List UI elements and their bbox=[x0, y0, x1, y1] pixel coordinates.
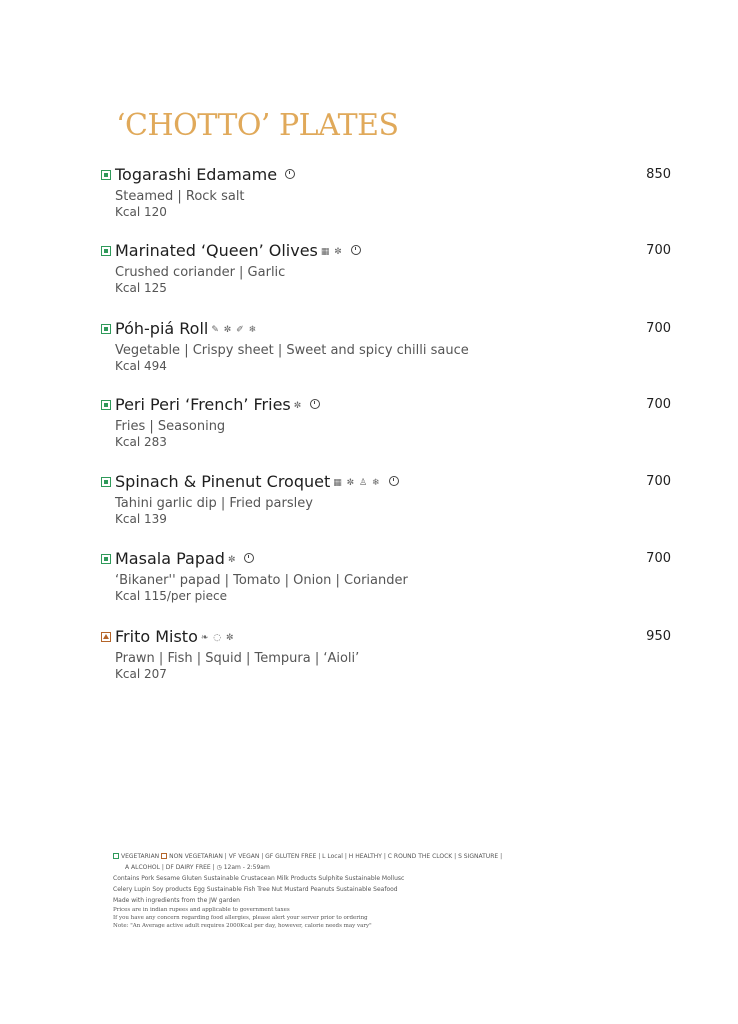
item-description: Vegetable | Crispy sheet | Sweet and spicy chilli sauce bbox=[115, 343, 469, 358]
item-price: 700 bbox=[646, 474, 671, 489]
item-price: 700 bbox=[646, 321, 671, 336]
item-description: Tahini garlic dip | Fried parsley bbox=[115, 496, 313, 511]
item-header bbox=[101, 627, 681, 651]
legend-nonveg: NON VEGETARIAN bbox=[169, 853, 223, 860]
item-description: Crushed coriander | Garlic bbox=[115, 265, 286, 280]
allergen-icons: ✼ bbox=[293, 401, 303, 411]
item-calories: Kcal 120 bbox=[115, 205, 167, 219]
item-price: 700 bbox=[646, 551, 671, 566]
item-header bbox=[101, 549, 681, 573]
legend-line-1 bbox=[113, 851, 583, 862]
item-title: Peri Peri ‘French’ Fries bbox=[115, 395, 291, 414]
item-header bbox=[101, 395, 681, 419]
item-calories: Kcal 283 bbox=[115, 435, 167, 449]
item-title: Spinach & Pinenut Croquet bbox=[115, 472, 331, 491]
item-description: Prawn | Fish | Squid | Tempura | ‘Aioli’ bbox=[115, 651, 360, 666]
legend-line-4: Celery Lupin Soy products Egg Sustainable Fish Tree Nut Mustard Peanuts Sustainable Seafood bbox=[113, 886, 398, 893]
veg-icon bbox=[101, 246, 111, 256]
allergen-icons: ❧ ◌ ✼ bbox=[200, 633, 235, 643]
item-title: Póh-piá Roll bbox=[115, 319, 209, 338]
item-title: Masala Papad bbox=[115, 549, 225, 568]
item-calories: Kcal 494 bbox=[115, 359, 167, 373]
item-name bbox=[115, 395, 320, 414]
legend-note-calories: Note: "An Average active adult requires 2000Kcal per day, however, calorie needs may vary" bbox=[113, 923, 372, 929]
legend-veg: VEGETARIAN bbox=[121, 853, 160, 860]
item-name bbox=[115, 472, 399, 491]
allergen-icons: ▦ ✼ bbox=[320, 247, 343, 257]
item-description: ‘Bikaner'' papad | Tomato | Onion | Coriander bbox=[115, 573, 408, 588]
clock-icon bbox=[244, 553, 254, 563]
menu-item bbox=[101, 472, 681, 527]
item-header bbox=[101, 241, 681, 265]
menu-item bbox=[101, 549, 681, 604]
item-calories: Kcal 139 bbox=[115, 512, 167, 526]
clock-icon bbox=[285, 169, 295, 179]
item-name bbox=[115, 627, 235, 646]
allergen-icons: ▦ ✼ ♙ ❄ bbox=[333, 478, 381, 488]
nonveg-icon bbox=[101, 632, 111, 642]
allergen-icons: ✼ bbox=[227, 555, 237, 565]
item-header bbox=[101, 319, 681, 343]
item-name bbox=[115, 549, 254, 568]
menu-item bbox=[101, 395, 681, 450]
legend-note-allergies: If you have any concern regarding food allergies, please alert your server prior to ordering bbox=[113, 915, 368, 921]
veg-icon bbox=[101, 170, 111, 180]
item-price: 700 bbox=[646, 243, 671, 258]
item-description: Fries | Seasoning bbox=[115, 419, 226, 434]
veg-icon bbox=[113, 853, 119, 859]
item-name bbox=[115, 241, 361, 260]
item-calories: Kcal 207 bbox=[115, 667, 167, 681]
menu-item bbox=[101, 165, 681, 220]
item-name bbox=[115, 319, 257, 338]
item-title: Frito Misto bbox=[115, 627, 198, 646]
veg-icon bbox=[101, 400, 111, 410]
item-price: 700 bbox=[646, 397, 671, 412]
legend-line-2: A ALCOHOL | DF DAIRY FREE | ◷ 12am - 2:59am bbox=[125, 864, 270, 871]
legend-line-5: Made with ingredients from the JW garden bbox=[113, 897, 240, 904]
veg-icon bbox=[101, 477, 111, 487]
veg-icon bbox=[101, 554, 111, 564]
menu-item bbox=[101, 319, 681, 374]
item-name bbox=[115, 165, 295, 184]
legend-line-3: Contains Pork Sesame Gluten Sustainable Crustacean Milk Products Sulphite Sustainable Mollusc bbox=[113, 875, 405, 882]
item-description: Steamed | Rock salt bbox=[115, 189, 245, 204]
item-header bbox=[101, 165, 681, 189]
legend-note-prices: Prices are in indian rupees and applicable to government taxes bbox=[113, 907, 290, 913]
menu-item bbox=[101, 241, 681, 296]
legend-codes: | VF VEGAN | GF GLUTEN FREE | L Local | H HEALTHY | C ROUND THE CLOCK | S SIGNATURE | bbox=[224, 853, 503, 860]
legend bbox=[113, 851, 583, 930]
clock-icon bbox=[389, 476, 399, 486]
item-title: Togarashi Edamame bbox=[115, 165, 278, 184]
page-title: ‘CHOTTO’ PLATES bbox=[116, 108, 399, 143]
nonveg-icon bbox=[161, 853, 167, 859]
clock-icon bbox=[351, 245, 361, 255]
menu-item bbox=[101, 627, 681, 682]
item-price: 950 bbox=[646, 629, 671, 644]
item-header bbox=[101, 472, 681, 496]
clock-icon bbox=[310, 399, 320, 409]
item-calories: Kcal 125 bbox=[115, 281, 167, 295]
allergen-icons: ✎ ✼ ✐ ❄ bbox=[211, 325, 258, 335]
veg-icon bbox=[101, 324, 111, 334]
item-title: Marinated ‘Queen’ Olives bbox=[115, 241, 318, 260]
item-calories: Kcal 115/per piece bbox=[115, 589, 227, 603]
item-price: 850 bbox=[646, 167, 671, 182]
